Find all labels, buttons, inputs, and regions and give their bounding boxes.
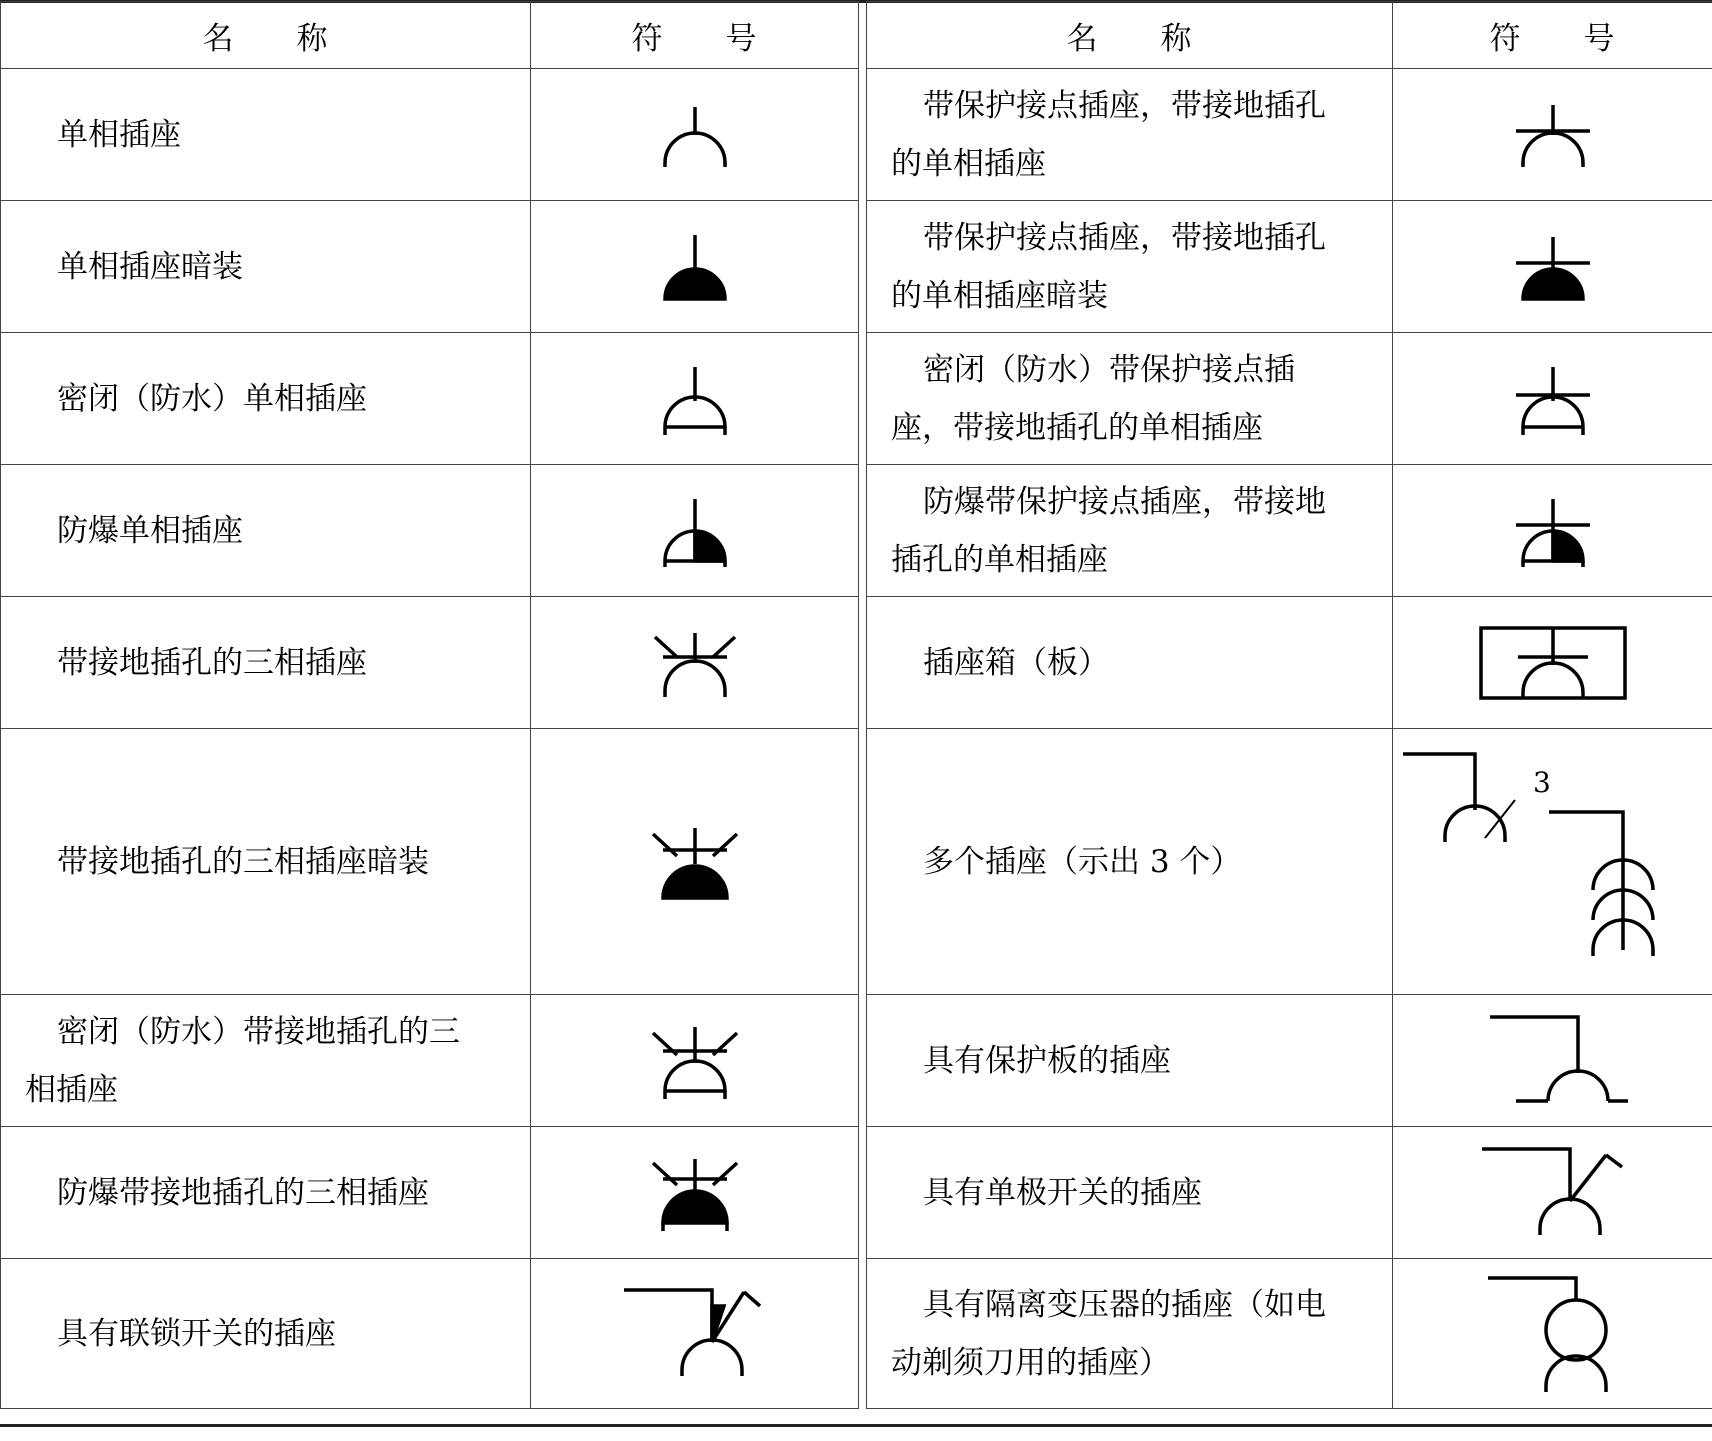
earthed-single-phase-socket-icon bbox=[1508, 95, 1598, 175]
row-6-left-name: 带接地插孔的三相插座暗装 bbox=[1, 729, 531, 995]
table-bottom-rule bbox=[0, 1424, 1712, 1427]
sealed-single-phase-socket-icon bbox=[655, 359, 735, 439]
table-row bbox=[1, 729, 1712, 995]
table-row bbox=[1, 995, 1712, 1127]
explosion-proof-earthed-three-phase-socket-icon bbox=[647, 1151, 743, 1235]
row-3-right-name: 密闭（防水）带保护接点插 座，带接地插孔的单相插座 bbox=[867, 333, 1393, 465]
row-9-right-name: 具有隔离变压器的插座（如电 动剃须刀用的插座） bbox=[867, 1259, 1393, 1409]
row-9-left-name: 具有联锁开关的插座 bbox=[1, 1259, 531, 1409]
row-8-left-name: 防爆带接地插孔的三相插座 bbox=[1, 1127, 531, 1259]
row-2-right-name: 带保护接点插座，带接地插孔 的单相插座暗装 bbox=[867, 201, 1393, 333]
table-row bbox=[1, 69, 1712, 201]
single-phase-socket-concealed-icon bbox=[655, 227, 735, 307]
earthed-three-phase-socket-icon bbox=[647, 623, 743, 703]
table-row bbox=[1, 597, 1712, 729]
row-1-right-name: 带保护接点插座，带接地插孔 的单相插座 bbox=[867, 69, 1393, 201]
column-divider bbox=[859, 2, 867, 1409]
header-name-left: 名 称 bbox=[1, 2, 531, 69]
header-symbol-right: 符 号 bbox=[1393, 2, 1712, 69]
socket-with-isolating-transformer-icon bbox=[1488, 1274, 1618, 1394]
row-4-right-name: 防爆带保护接点插座，带接地 插孔的单相插座 bbox=[867, 465, 1393, 597]
header-name-right: 名 称 bbox=[867, 2, 1393, 69]
row-5-left-name: 带接地插孔的三相插座 bbox=[1, 597, 531, 729]
row-5-right-name: 插座箱（板） bbox=[867, 597, 1393, 729]
table-row bbox=[1, 201, 1712, 333]
explosion-proof-single-phase-socket-icon bbox=[655, 491, 735, 571]
table-row bbox=[1, 1127, 1712, 1259]
row-4-left-name: 防爆单相插座 bbox=[1, 465, 531, 597]
header-symbol-left: 符 号 bbox=[531, 2, 859, 69]
socket-with-shutter-icon bbox=[1478, 1013, 1628, 1109]
single-phase-socket-icon bbox=[655, 95, 735, 175]
multiple-sockets-icon bbox=[1403, 750, 1703, 974]
table-row bbox=[1, 333, 1712, 465]
multiple-sockets-count-label: 3 bbox=[1532, 765, 1551, 799]
table-header-row bbox=[1, 2, 1712, 69]
row-1-left-name: 单相插座 bbox=[1, 69, 531, 201]
row-7-left-name: 密闭（防水）带接地插孔的三 相插座 bbox=[1, 995, 531, 1127]
row-3-left-name: 密闭（防水）单相插座 bbox=[1, 333, 531, 465]
earthed-single-phase-socket-concealed-icon bbox=[1508, 227, 1598, 307]
socket-with-interlock-switch-icon bbox=[620, 1286, 770, 1382]
sealed-earthed-three-phase-socket-icon bbox=[647, 1019, 743, 1103]
explosion-proof-earthed-single-phase-socket-icon bbox=[1508, 491, 1598, 571]
earthed-three-phase-socket-concealed-icon bbox=[647, 820, 743, 904]
row-8-right-name: 具有单极开关的插座 bbox=[867, 1127, 1393, 1259]
row-6-right-name: 多个插座（示出 3 个） bbox=[867, 729, 1393, 995]
table-row bbox=[1, 1259, 1712, 1409]
socket-box-icon bbox=[1478, 625, 1628, 701]
sealed-earthed-single-phase-socket-icon bbox=[1508, 359, 1598, 439]
table-row bbox=[1, 465, 1712, 597]
socket-symbol-table bbox=[0, 1, 1712, 1409]
socket-with-single-pole-switch-icon bbox=[1478, 1145, 1628, 1241]
row-7-right-name: 具有保护板的插座 bbox=[867, 995, 1393, 1127]
row-2-left-name: 单相插座暗装 bbox=[1, 201, 531, 333]
